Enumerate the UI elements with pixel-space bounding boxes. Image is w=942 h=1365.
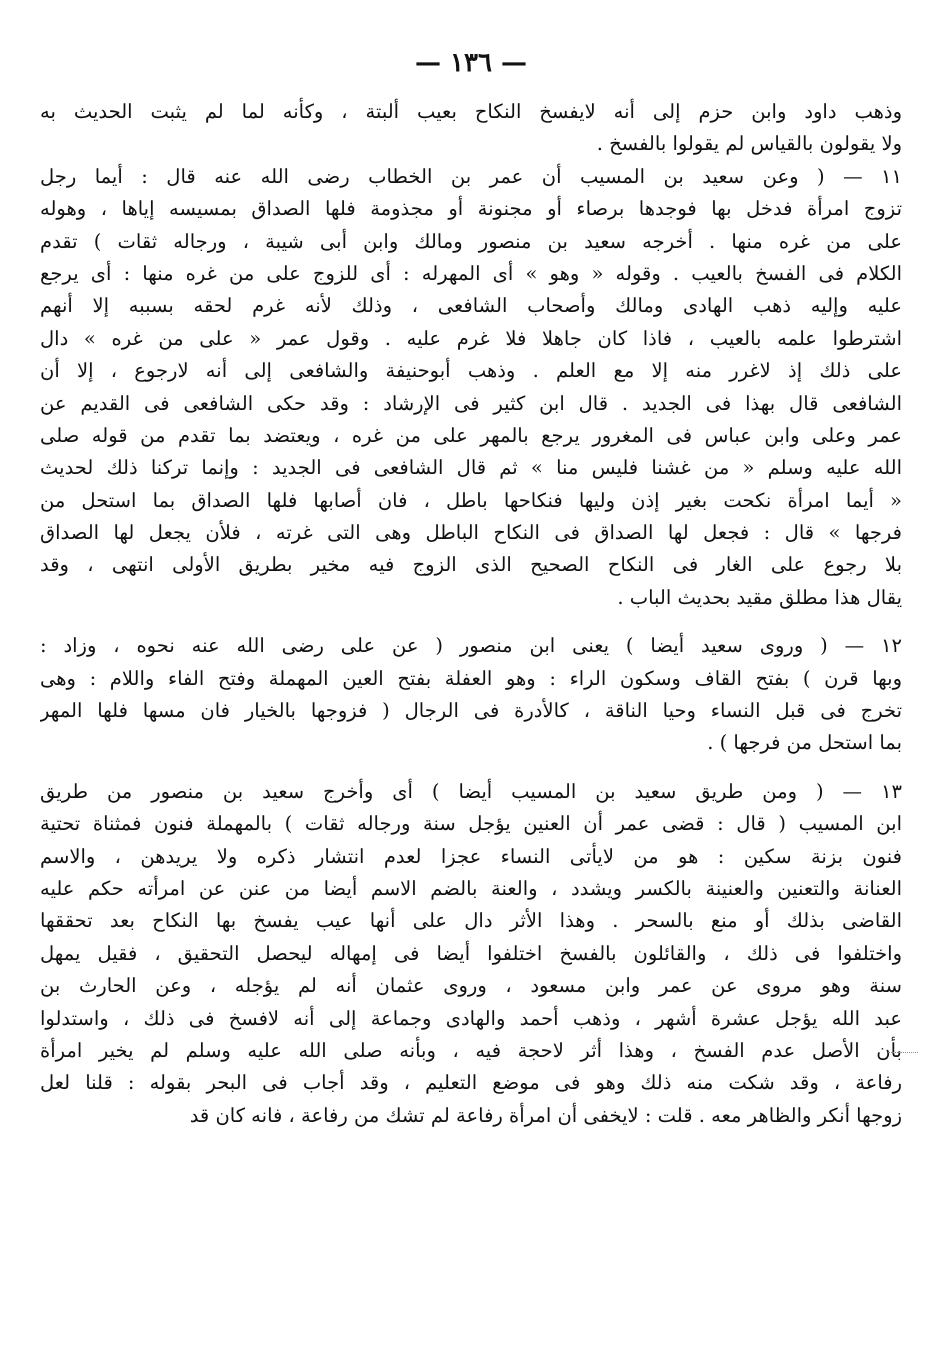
text-line: ١١ — ( وعن سعيد بن المسيب أن عمر بن الخطاب رضى الله عنه قال : أيما رجل <box>40 164 902 188</box>
text-line: سنة وهو مروى عن عمر وابن مسعود ، وروى عثمان أنه لم يؤجله ، وعن الحارث بن <box>40 974 902 998</box>
paragraph-1 <box>40 96 902 161</box>
text-line: القاضى بذلك أو منع بالسحر . وهذا الأثر دال على أنها عيب يفسخ بها النكاح بعد تحققها <box>40 909 902 933</box>
paragraph-3 <box>40 630 902 760</box>
text-line: بأن الأصل عدم الفسخ ، وهذا أثر لاحجة فيه ، وبأنه صلى الله عليه وسلم لم يخير امرأة <box>40 1038 902 1062</box>
text-line: ١٣ — ( ومن طريق سعيد بن المسيب أيضا ) أى وأخرج سعيد بن منصور من طريق <box>40 779 902 803</box>
text-line: اشترطوا علمه بالعيب ، فاذا كان جاهلا فلا غرم عليه . وقول عمر « على من غره » دال <box>40 326 902 350</box>
text-line: الله عليه وسلم « من غشنا فليس منا » ثم قال الشافعى فى الجديد : وإنما تركنا ذلك لحديث <box>40 456 902 480</box>
text-line: عليه وإليه ذهب الهادى ومالك وأصحاب الشافعى ، وذلك لأنه غرم لحقه بسببه إلا أنهم <box>40 294 902 318</box>
text-line: فرجها » قال : فجعل لها الصداق فى النكاح الباطل وهى التى غرته ، فلأن يجعل لها الصداق <box>40 521 902 545</box>
text-line: زوجها أنكر والظاهر معه . قلت : لايخفى أن امرأة رفاعة لم تشك من رفاعة ، فانه كان قد <box>189 1103 902 1127</box>
text-line: فنون بزنة سكين : هو من لايأتى النساء عجزا لعدم انتشار ذكره ولا يريدهن ، والاسم <box>40 844 902 868</box>
text-line: « أيما امرأة نكحت بغير إذن وليها فنكاحها باطل ، فان أصابها فلها الصداق بما استحل من <box>40 488 902 512</box>
text-line: ولا يقولون بالقياس لم يقولوا بالفسخ . <box>596 132 902 156</box>
text-line: العنانة والتعنين والعنينة بالكسر ويشدد ، والعنة بالضم الاسم أيضا من عنن عن امرأته حكم عليه <box>40 876 902 900</box>
text-line: بلا رجوع على الغار فى النكاح الصحيح الذى الزوج فيه مخير بطريق الأولى انتهى ، وقد <box>40 553 902 577</box>
paragraph-gap <box>40 760 902 776</box>
text-line: عبد الله يؤجل عشرة أشهر ، وذهب أحمد والهادى وجماعة إلى أنه لافسخ فى ذلك ، واستدلوا <box>40 1006 902 1030</box>
paragraph-gap <box>40 614 902 630</box>
paragraph-2 <box>40 161 902 614</box>
text-line: يقال هذا مطلق مقيد بحديث الباب . <box>617 585 902 609</box>
page-number: — ١٣٦ — <box>414 48 528 78</box>
text-line: وبها قرن ) بفتح القاف وسكون الراء : وهو العفلة بفتح العين المهملة وفتح الفاء واللام : وهى <box>40 666 902 690</box>
document-body <box>40 96 902 1132</box>
text-line: الكلام فى الفسخ بالعيب . وقوله « وهو » أى المهرله : أى للزوج على من غره منها : أى يرجع <box>40 261 902 285</box>
text-line: بما استحل من فرجها ) . <box>707 731 902 755</box>
scan-speck <box>888 1052 918 1057</box>
text-line: على من غره منها . أخرجه سعيد بن منصور ومالك وابن أبى شيبة ، ورجاله ثقات ) تقدم <box>40 229 902 253</box>
text-line: تزوج امرأة فدخل بها فوجدها برصاء أو مجنونة أو مجذومة فلها الصداق بمسيسه إياها ، وهوله <box>40 197 902 221</box>
text-line: واختلفوا فى ذلك ، والقائلون بالفسخ اختلفوا أيضا فى إمهاله ليحصل التحقيق ، فقيل يمهل <box>40 941 902 965</box>
text-line: على ذلك إذ لاغرر منه إلا مع العلم . وذهب أبوحنيفة والشافعى إلى أنه لارجوع ، إلا أن <box>40 359 902 383</box>
text-line: رفاعة ، وقد شكت منه ذلك وهو فى موضع التعليم ، وقد أجاب فى البحر بقوله : قلنا لعل <box>40 1071 902 1095</box>
text-line: تخرج فى قبل النساء وحيا الناقة ، كالأدرة فى الرجال ( فزوجها بالخيار فان مسها فلها المهر <box>40 699 902 723</box>
text-line: ١٢ — ( وروى سعيد أيضا ) يعنى ابن منصور ( عن على رضى الله عنه نحوه ، وزاد : <box>40 634 902 658</box>
text-line: ابن المسيب ( قال : قضى عمر أن العنين يؤجل سنة ورجاله ثقات ) بالمهملة فنون فمثناة تحتية <box>40 812 902 836</box>
paragraph-4 <box>40 776 902 1132</box>
text-line: عمر وعلى وابن عباس فى المغرور يرجع بالمهر على من غره ، ويعتضد بما تقدم من قوله صلى <box>40 423 902 447</box>
text-line: وذهب داود وابن حزم إلى أنه لايفسخ النكاح بعيب ألبتة ، وكأنه لما لم يثبت الحديث به <box>40 100 902 123</box>
text-line: الشافعى قال بهذا فى الجديد . قال ابن كثير فى الإرشاد : وقد حكى الشافعى فى القديم عن <box>40 391 902 415</box>
